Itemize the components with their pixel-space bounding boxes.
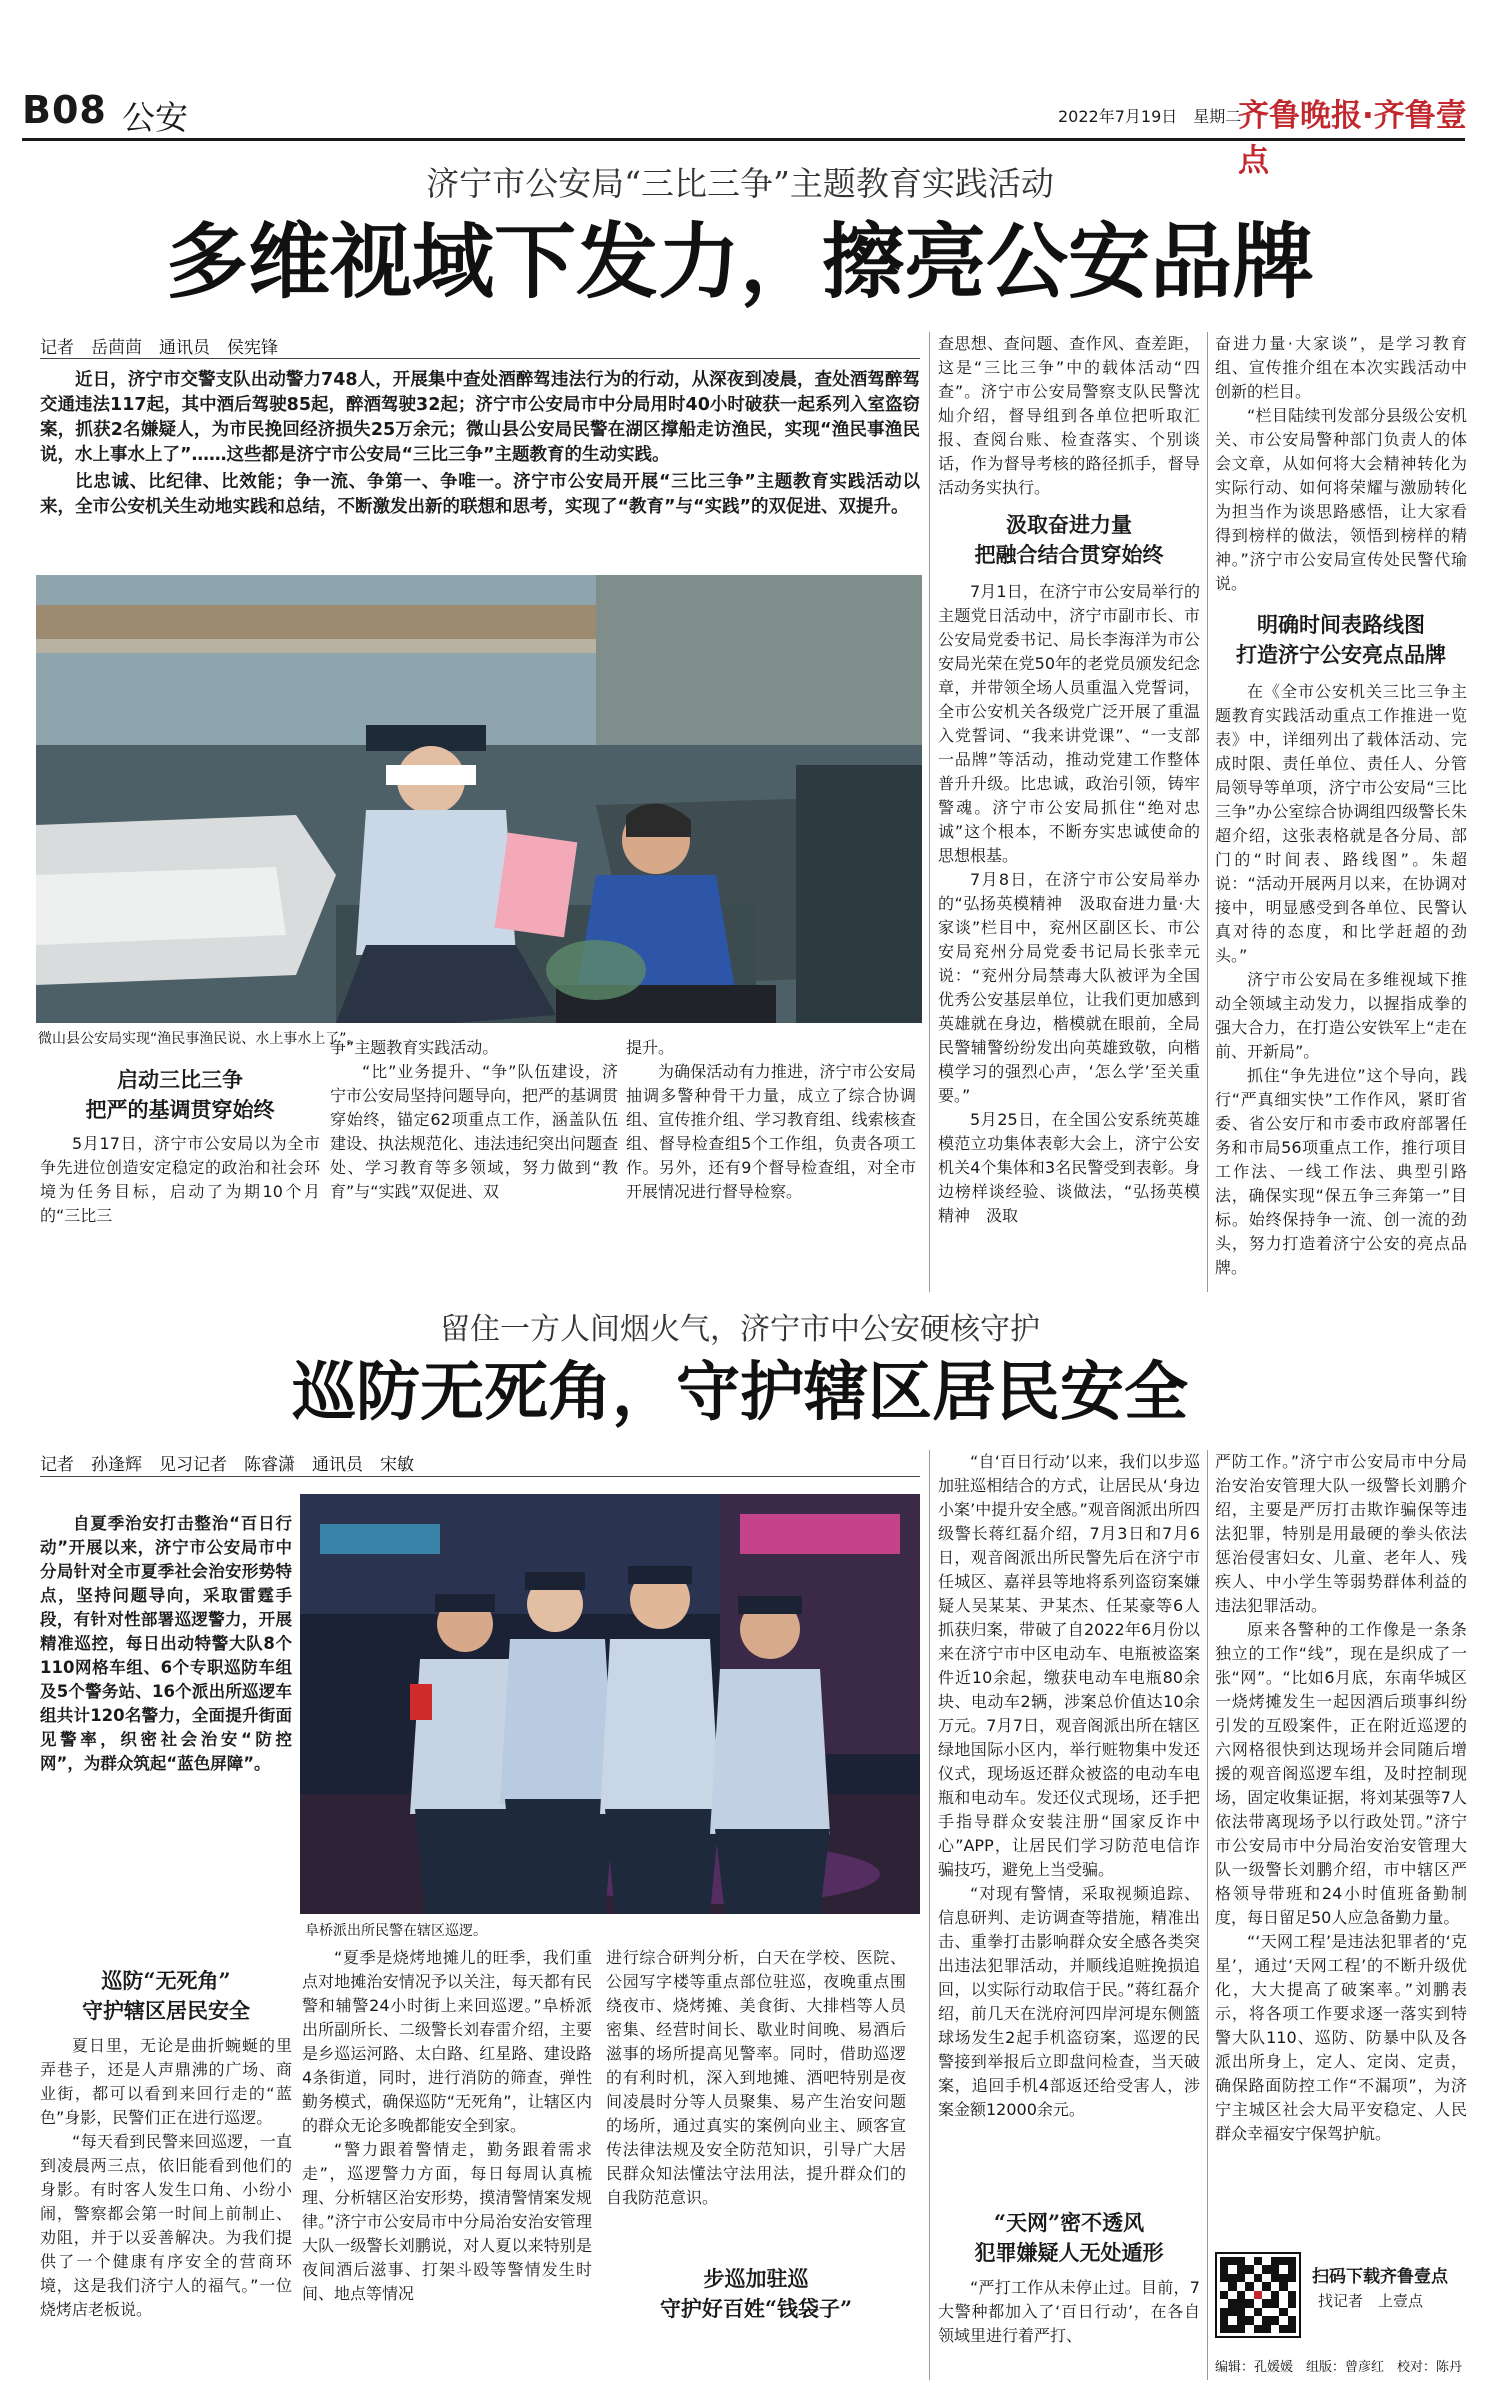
paragraph: “自‘百日行动’以来，我们以步巡加驻巡相结合的方式，让居民从‘身边小案’中提升安全感。”观音阁派出所四级警长蒋红磊介绍，7月3日和7月6日，观音阁派出所民警先后在济宁市任城区、嘉祥县等地将系列盗窃案嫌疑人吴某某、尹某杰、任某豪等6人抓获归案，带破了自2022年6月份以来在济宁市中区电动车、电瓶被盗案件近10余起，缴获电动车电瓶80余块、电动车2辆，涉案总价值达10余万元。7月7日，观音阁派出所在辖区绿地国际小区内，举行赃物集中发还仪式，现场返还群众被盗的电动车电瓶和电动车。发还仪式现场，还手把手指导群众安装注册“国家反诈中心”APP，让居民们学习防范电信诈骗技巧，避免上当受骗。 — [938, 1452, 1200, 1879]
paragraph: 5月25日，在全国公安系统英雄模范立功集体表彰大会上，济宁公安机关4个集体和3名民警受到表彰。身边榜样谈经验、谈做法，“弘扬英模精神 汲取 — [938, 1110, 1200, 1225]
paragraph: 7月8日，在济宁市公安局举办的“弘扬英模精神 汲取奋进力量·大家谈”栏目中，兖州区副区长、市公安局兖州分局党委书记局长张幸元说：“兖州分局禁毒大队被评为全国优秀公安基层单位，让我们更加感到英雄就在身边，楷模就在眼前，全局民警辅警纷纷发出向英雄致敬，向楷模学习的强烈心声，‘怎么学’至关重要。” — [938, 870, 1200, 1105]
story2-kicker: 留住一方人间烟火气，济宁市中公安硬核守护 — [440, 1312, 1040, 1347]
story1-column-b — [330, 1036, 618, 1204]
story2-photo — [300, 1494, 920, 1914]
story1-photo — [36, 575, 922, 1023]
paragraph: “严打工作从未停止过。目前，7大警种都加入了‘百日行动’，在各自领域里进行着严打、 — [938, 2278, 1200, 2345]
story1-subhead-1: 启动三比三争 把严的基调贯穿始终 — [85, 1067, 275, 1122]
story1-photo-caption: 微山县公安局实现“渔民事渔民说、水上事水上了”。 — [38, 1031, 361, 1047]
patrol-scene-image — [300, 1494, 920, 1914]
header-rule — [22, 138, 1465, 141]
paragraph: 抓住“争先进位”这个导向，践行“严真细实快”工作作风，紧盯省委、省公安厅和市委市政府部署任务和市局56项重点工作，推行项目工作法、一线工作法、典型引路法，确保实现“保五争三奔第一”目标。始终保持争一流、创一流的劲头，努力打造着济宁公安的亮点品牌。 — [1215, 1066, 1467, 1277]
issue-date: 2022年7月19日 星期二 — [1058, 107, 1242, 126]
qr-code-pattern — [1220, 2257, 1296, 2333]
qr-caption-line1: 扫码下载齐鲁壹点 — [1312, 2267, 1448, 2287]
column-divider — [929, 332, 930, 1292]
paragraph: “夏季是烧烤地摊儿的旺季，我们重点对地摊治安情况予以关注，每天都有民警和辅警24小时街上来回巡逻。”阜桥派出所副所长、二级警长刘春雷介绍，主要是乡巡运河路、太白路、红星路、建设路4条街道，同时，进行消防的筛查，弹性勤务模式，确保巡防“无死角”，让辖区内的群众无论多晚都能安全到家。 — [302, 1948, 592, 2135]
story1-column-d2 — [938, 580, 1200, 1228]
byline-rule — [40, 358, 920, 359]
story1-byline: 记者 岳茴茴 通讯员 侯宪锋 — [40, 338, 278, 358]
qr-code[interactable] — [1215, 2252, 1301, 2338]
story1-column-a — [40, 1132, 320, 1228]
paragraph: 严防工作。”济宁市公安局市中分局治安治安管理大队一级警长刘鹏介绍，主要是严厉打击欺诈骗保等违法犯罪，特别是用最硬的拳头依法惩治侵害妇女、儿童、老年人、残疾人、中小学生等弱势群体利益的违法犯罪活动。 — [1215, 1452, 1467, 1615]
paragraph: 在《全市公安机关三比三争主题教育实践活动重点工作推进一览表》中，详细列出了载体活动、完成时限、责任单位、责任人、分管局领导等单项，济宁市公安局“三比三争”办公室综合协调组四级警长朱超介绍，这张表格就是各分局、部门的“时间表、路线图”。朱超说：“活动开展两月以来，在协调对接中，明显感受到各单位、民警认真对待的态度，和比学赶超的劲头。” — [1215, 682, 1467, 965]
story2-column-d2 — [938, 2276, 1200, 2348]
story2-lead — [40, 1512, 292, 1778]
story1-subhead-3: 明确时间表路线图 打造济宁公安亮点品牌 — [1236, 612, 1446, 667]
paragraph: “栏目陆续刊发部分县级公安机关、市公安局警种部门负责人的体会文章，从如何将大会精神转化为实际行动、如何将荣耀与激励转化为担当作为谈思路感悟，让大家看得到榜样的做法，领悟到榜样的精神。”济宁市公安局宣传处民警代瑜说。 — [1215, 406, 1467, 593]
paragraph: 为确保活动有力推进，济宁市公安局抽调多警种骨干力量，成立了综合协调组、宣传推介组、学习教育组、线索核查组、督导检查组5个工作组，负责各项工作。另外，还有9个督导检查组，对全市开展情况进行督导检察。 — [626, 1062, 916, 1201]
qr-caption-line2: 找记者 上壹点 — [1318, 2292, 1424, 2310]
paragraph: 5月17日，济宁市公安局以为全市争先进位创造安定稳定的政治和社会环境为任务目标，启动了为期10个月的“三比三 — [40, 1134, 320, 1225]
lead-paragraph: 自夏季治安打击整治“百日行动”开展以来，济宁市公安局市中分局针对全市夏季社会治安形势特点，坚持问题导向，采取雷霆手段，有针对性部署巡逻警力，开展精准巡控，每日出动特警大队8个110网格车组、6个专职巡防车组及5个警务站、16个派出所巡逻车组共计120名警力，全面提升街面见警率，织密社会治安“防控网”，为群众筑起“蓝色屏障”。 — [40, 1514, 292, 1773]
masthead-logo: 齐鲁晚报·齐鲁壹点 — [1238, 98, 1467, 179]
paragraph: 争”主题教育实践活动。 — [330, 1038, 499, 1057]
story1-subhead-2: 汲取奋进力量 把融合结合贯穿始终 — [974, 512, 1164, 567]
paragraph: 原来各警种的工作像是一条条独立的工作“线”，现在是织成了一张“网”。“比如6月底，东南华城区一烧烤摊发生一起因酒后琐事纠纷引发的互殴案件，正在附近巡逻的六网格很快到达现场并会同随后增援的观音阁巡逻车组，及时控制现场，固定收集证据，将刘某强等7人依法带离现场予以行政处罚。”济宁市公安局市中分局治安治安管理大队一级警长刘鹏介绍，市中辖区严格领导带班和24小时值班备勤制度，每日留足50人应急备勤力量。 — [1215, 1620, 1467, 1927]
paragraph: “警力跟着警情走，勤务跟着需求走”，巡逻警力方面，每日每周认真梳理、分析辖区治安形势，摸清警情案发规律。”济宁市公安局市中分局治安治安管理大队一级警长刘鹏说，对人夏以来特别是夜间酒后滋事、打架斗殴等警情发生时间、地点等情况 — [302, 2140, 592, 2303]
paragraph: “比”业务提升、“争”队伍建设，济宁市公安局坚持问题导向，把严的基调贯穿始终，锚定62项重点工作，涵盖队伍建设、执法规范化、违法违纪突出问题查处、学习教育等多领域，努力做到“教育”与“实践”双促进、双 — [330, 1062, 619, 1201]
story2-subhead-3: “天网”密不透风 犯罪嫌疑人无处遁形 — [974, 2210, 1164, 2265]
section-name: 公安 — [122, 98, 188, 137]
column-divider — [1207, 332, 1208, 1292]
story2-column-d1 — [938, 1450, 1200, 2122]
byline-rule — [40, 1476, 920, 1477]
story1-column-e1 — [1215, 332, 1467, 596]
story2-column-b — [302, 1946, 592, 2306]
page-number: B08 — [22, 88, 107, 132]
story2-headline: 巡防无死角，守护辖区居民安全 — [292, 1355, 1188, 1430]
story2-byline: 记者 孙逢辉 见习记者 陈睿潇 通讯员 宋敏 — [40, 1455, 414, 1475]
story2-column-c — [606, 1946, 906, 2210]
paragraph: 7月1日，在济宁市公安局举行的主题党日活动中，济宁市副市长、市公安局党委书记、局长李海洋为市公安局光荣在党50年的老党员颁发纪念章，并带领全场人员重温入党誓词，全市公安机关各级党广泛开展了重温入党誓词、“我来讲党课”、“一支部一品牌”等活动，推动党建工作整体普升升级。比忠诚，政治引领，铸牢警魂。济宁市公安局抓住“绝对忠诚”这个根本，不断夯实忠诚使命的思想根基。 — [938, 582, 1200, 865]
column-divider — [1207, 1450, 1208, 2380]
story1-column-c — [626, 1036, 916, 1204]
paragraph: “对现有警情，采取视频追踪、信息研判、走访调查等措施，精准出击、重拳打击影响群众安全感各类突出违法犯罪活动，并顺线追赃挽损追回，以实际行动取信于民。”蒋红磊介绍，前几天在洸府河四岸河堤东侧篮球场发生2起手机盗窃案，巡逻的民警接到举报后立即盘问检查，当天破案，追回手机4部返还给受害人，涉案金额12000余元。 — [938, 1884, 1200, 2119]
paragraph: “每天看到民警来回巡逻，一直到凌晨两三点，依旧能看到他们的身影。有时客人发生口角、小纷小闹，警察都会第一时间上前制止、劝阻，并于以妥善解决。为我们提供了一个健康有序安全的营商环境，这是我们济宁人的福气。”一位烧烤店老板说。 — [40, 2132, 292, 2319]
harbor-scene-image — [36, 575, 922, 1023]
paragraph: 夏日里，无论是曲折蜿蜒的里弄巷子，还是人声鼎沸的广场、商业街，都可以看到来回行走的“蓝色”身影，民警们正在进行巡逻。 — [40, 2036, 292, 2127]
lead-paragraph: 近日，济宁市交警支队出动警力748人，开展集中查处酒醉驾违法行为的行动，从深夜到凌晨，查处酒驾醉驾交通违法117起，其中酒后驾驶85起，醉酒驾驶32起；济宁市公安局市中分局用时40小时破获一起系列入室盗窃案，抓获2名嫌疑人，为市民挽回经济损失25万余元；微山县公安局民警在湖区撑船走访渔民，实现“渔民事渔民说，水上事水上了”……这些都是济宁市公安局“三比三争”主题教育的生动实践。 — [40, 370, 920, 465]
story1-column-d1 — [938, 332, 1200, 500]
paragraph: 奋进力量·大家谈”，是学习教育组、宣传推介组在本次实践活动中创新的栏目。 — [1215, 334, 1467, 401]
story2-column-a — [40, 2034, 292, 2322]
story1-headline: 多维视域下发力，擦亮公安品牌 — [165, 214, 1314, 310]
story2-subhead-1: 巡防“无死角” 守护辖区居民安全 — [82, 1968, 250, 2023]
paragraph: 提升。 — [626, 1038, 675, 1057]
paragraph: “‘天网工程’是违法犯罪者的‘克星’，通过‘天网工程’的不断升级优化，大大提高了破案率。”刘鹏表示，将各项工作要求逐一落实到特警大队110、巡防、防暴中队及各派出所身上，定人、定岗、定责，确保路面防控工作“不漏项”，为济宁主城区社会大局平安稳定、人民群众幸福安宁保驾护航。 — [1215, 1932, 1467, 2143]
story2-photo-caption: 阜桥派出所民警在辖区巡逻。 — [305, 1923, 487, 1939]
story1-kicker: 济宁市公安局“三比三争”主题教育实践活动 — [426, 164, 1054, 203]
story2-subhead-2: 步巡加驻巡 守护好百姓“钱袋子” — [659, 2266, 853, 2321]
story2-column-e — [1215, 1450, 1467, 2146]
paragraph: 济宁市公安局在多维视域下推动全领域主动发力，以握指成拳的强大合力，在打造公安铁军上“走在前、开新局”。 — [1215, 970, 1467, 1061]
editor-credits: 编辑：孔媛媛 组版：曾彦红 校对：陈丹 — [1215, 2360, 1463, 2375]
story1-column-e2 — [1215, 680, 1467, 1280]
column-divider — [929, 1450, 930, 2380]
paragraph: 进行综合研判分析，白天在学校、医院、公园写字楼等重点部位驻巡，夜晚重点围绕夜市、烧烤摊、美食街、大排档等人员密集、经营时间长、歇业时间晚、易酒后滋事的场所提高见警率。同时，借助巡逻的有利时机，深入到地摊、酒吧特别是夜间凌晨时分等人员聚集、易产生治安问题的场所，通过真实的案例向业主、顾客宣传法律法规及安全防范知识，引导广大居民群众知法懂法守法用法，提升群众们的自我防范意识。 — [606, 1948, 906, 2207]
lead-paragraph: 比忠诚、比纪律、比效能；争一流、争第一、争唯一。济宁市公安局开展“三比三争”主题教育实践活动以来，全市公安机关生动地实践和总结，不断激发出新的联想和思考，实现了“教育”与“实践”的双促进、双提升。 — [40, 472, 920, 517]
paragraph: 查思想、查问题、查作风、查差距，这是“三比三争”中的载体活动“四查”。济宁市公安局警察支队民警沈灿介绍，督导组到各单位把听取汇报、查阅台账、检查落实、个别谈话，作为督导考核的路径抓手，督导活动务实执行。 — [938, 334, 1200, 497]
story1-lead — [40, 368, 920, 522]
